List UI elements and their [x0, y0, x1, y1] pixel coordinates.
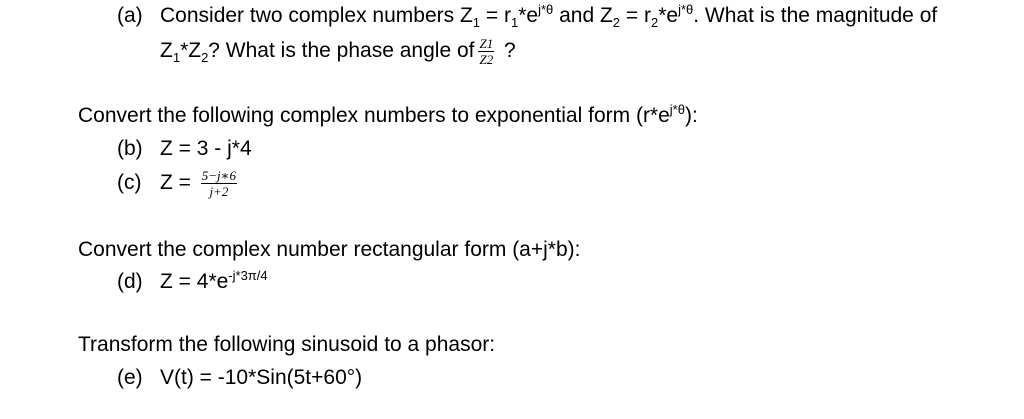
part-b-label: (b)	[117, 137, 143, 160]
part-d-label: (d)	[117, 270, 143, 293]
part-a-question-1: . What is the magnitude of	[693, 4, 938, 27]
part-c-label: (c)	[117, 171, 142, 195]
part-c-denominator: j+2	[209, 184, 229, 199]
z2-subscript: 2	[612, 15, 621, 30]
part-a-exp1-base: *e	[518, 4, 539, 27]
exp-heading-base: Convert the following complex numbers to exponential form (r*e	[78, 104, 670, 127]
fraction-numerator: Z1	[479, 36, 494, 51]
line2-subscript-2: 2	[201, 50, 209, 66]
part-a-line2-end: ?	[498, 39, 516, 63]
part-a-intro: Consider two complex numbers Z	[160, 4, 473, 27]
part-a-and: and Z	[553, 4, 613, 27]
exp-heading-superscript: j*θ	[669, 102, 685, 117]
part-c-expression: Z =	[160, 171, 197, 195]
phasor-section-heading	[78, 333, 495, 357]
part-d-expression: Z = 4*e	[160, 270, 229, 293]
part-d	[117, 270, 268, 294]
exp-heading-end: ):	[684, 104, 698, 127]
part-a-eq1: = r	[480, 4, 511, 27]
part-c-fraction	[201, 169, 237, 198]
phasor-heading-text: Transform the following sinusoid to a phasor:	[78, 333, 496, 356]
part-a-line2-z: Z	[160, 39, 173, 63]
part-a-line-2	[160, 37, 516, 66]
part-a-line2-mid: *Z	[180, 39, 202, 63]
z1-subscript: 1	[472, 15, 481, 30]
part-a-exp2-base: *e	[658, 4, 679, 27]
part-e-label: (e)	[117, 366, 143, 389]
r2-subscript: 2	[650, 15, 659, 30]
part-c	[117, 169, 241, 198]
part-a-exp2: j*θ	[678, 2, 694, 17]
exponential-section-heading	[78, 104, 698, 128]
part-a-label: (a)	[117, 4, 143, 27]
part-a-exp1: j*θ	[538, 2, 554, 17]
part-a-line-1	[117, 4, 937, 28]
part-e	[117, 366, 362, 390]
part-a-eq2: = r	[620, 4, 651, 27]
r1-subscript: 1	[510, 15, 519, 30]
rectangular-section-heading	[78, 238, 580, 262]
fraction-denominator: Z2	[479, 52, 494, 67]
part-a-question-2: ? What is the phase angle of	[208, 39, 475, 63]
rect-heading-text: Convert the complex number rectangular form (a+j*b):	[78, 238, 581, 261]
part-b-expression: Z = 3 - j*4	[160, 137, 252, 160]
part-d-exponent: -j*3π/4	[228, 268, 268, 283]
part-c-numerator: 5−j∗6	[201, 168, 236, 183]
part-b	[117, 137, 252, 161]
z1-over-z2-fraction	[478, 37, 494, 66]
line2-subscript-1: 1	[172, 50, 181, 66]
part-e-expression: V(t) = -10*Sin(5t+60°)	[160, 366, 363, 389]
